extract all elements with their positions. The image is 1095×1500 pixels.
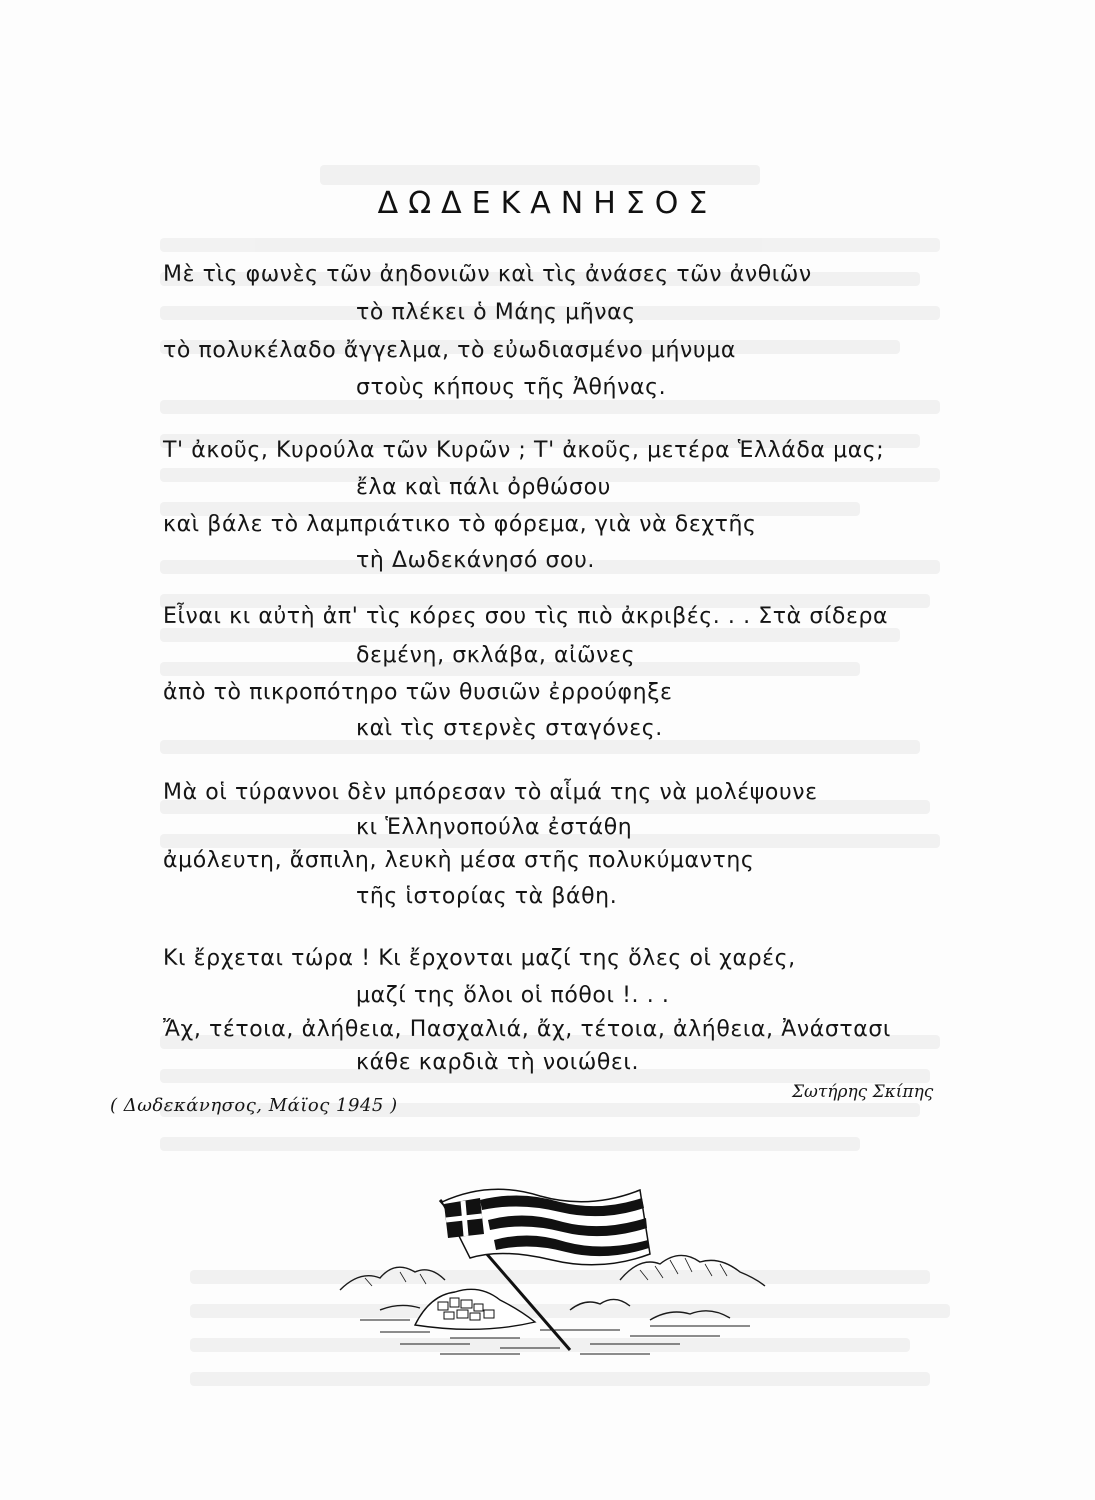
poem-line: κάθε καρδιὰ τὴ νοιώθει. [356,1050,640,1075]
poem-line: στοὺς κήπους τῆς Ἀθήνας. [356,375,667,400]
poem-line: Εἶναι κι αὐτὴ ἀπ' τὶς κόρες σου τὶς πιὸ ἀκριβές. . . Στὰ σίδερα [163,604,889,629]
poem-line: τὸ πολυκέλαδο ἄγγελμα, τὸ εὐωδιασμένο μήνυμα [163,338,736,363]
poem-line: μαζί της ὅλοι οἱ πόθοι !. . . [356,983,670,1008]
poem-line: ἀπὸ τὸ πικροπότηρο τῶν θυσιῶν ἐρρούφηξε [163,680,673,705]
poem-line: τῆς ἱστορίας τὰ βάθη. [356,884,618,909]
poem-line: δεμένη, σκλάβα, αἰῶνες [356,643,636,668]
place-date-line: ( Δωδεκάνησος, Μάϊος 1945 ) [110,1095,398,1116]
poem-line: τὴ Δωδεκάνησό σου. [356,548,596,573]
poem-line: Τ' ἀκοῦς, Κυρούλα τῶν Κυρῶν ; Τ' ἀκοῦς, μετέρα Ἑλλάδα μας; [163,438,885,463]
poem-line: κι Ἑλληνοπούλα ἐστάθη [356,815,633,840]
poem-line: Ἄχ, τέτοια, ἀλήθεια, Πασχαλιά, ἄχ, τέτοια, ἀλήθεια, Ἀνάστασι [163,1017,891,1042]
author-signature: Σωτήρης Σκίπης [792,1082,934,1102]
poem-line: Κι ἔρχεται τώρα ! Κι ἔρχονται μαζί της ὅλες οἱ χαρές, [163,946,796,971]
poem-line: ἀμόλευτη, ἄσπιλη, λευκὴ μέσα στῆς πολυκύμαντης [163,848,755,873]
poem-line: καὶ τὶς στερνὲς σταγόνες. [356,716,663,741]
poem-line: Μὲ τὶς φωνὲς τῶν ἀηδονιῶν καὶ τὶς ἀνάσες τῶν ἀνθιῶν [163,262,812,287]
poem-line: ἔλα καὶ πάλι ὀρθώσου [356,475,611,500]
flag-over-island-icon [320,1160,780,1360]
poem-line: τὸ πλέκει ὁ Μάης μῆνας [356,300,636,325]
poem-line: Μὰ οἱ τύραννοι δὲν μπόρεσαν τὸ αἷμά της νὰ μολέψουνε [163,780,818,805]
poem-title: ΔΩΔΕΚΑΝΗΣΟΣ [377,186,718,221]
poem-line: καὶ βάλε τὸ λαμπριάτικο τὸ φόρεμα, γιὰ νὰ δεχτῆς [163,512,757,537]
